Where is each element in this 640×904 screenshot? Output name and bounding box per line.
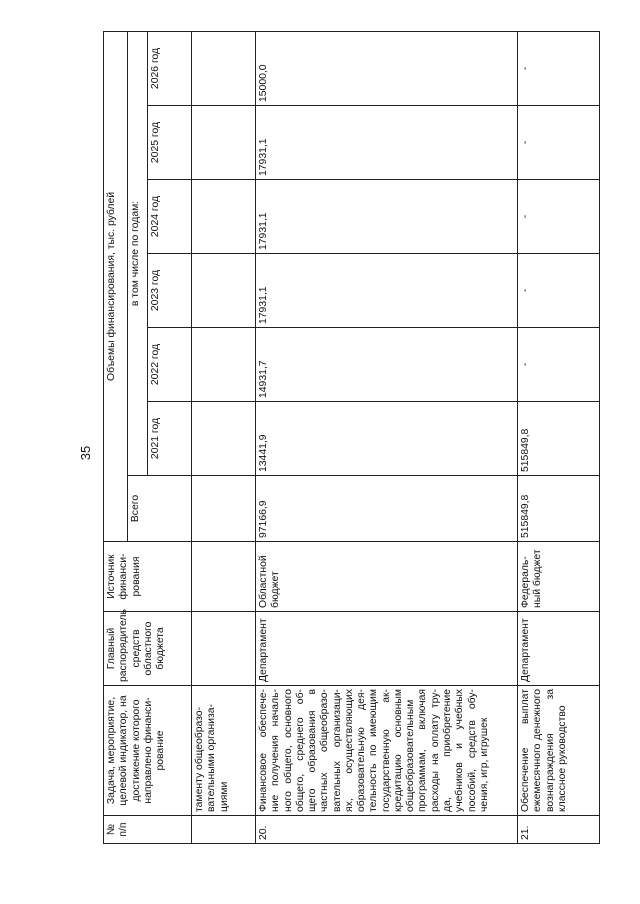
header-funding-title: Объемы финансирования, тыс. рублей (104, 31, 128, 541)
cell-total (192, 476, 256, 542)
header-num: № п/п (104, 816, 192, 844)
table-row (192, 31, 256, 843)
cell-year-value: 17931,1 (256, 106, 518, 180)
cell-year-value: - (518, 328, 600, 402)
header-task: Задача, мероприятие, целевой индикатор, на достижение которого направлено финанси-рование (104, 686, 192, 816)
cell-task: таменту общеобразо-вательными организа-циями (192, 686, 256, 816)
cell-year-value (192, 328, 256, 402)
cell-task: Финансовое обеспече-ние получения началь-ного общего, основного общего, среднего об-щего образования в частных общеобразо-вательных организаци-ях, осуществляющих образовательную дея-тельность по имеющим государственную ак-кредитацию основным общеобразовательным программам, включая расходы на оплату тру-да, приобретение учебников и учебных пособий, средств обу-чения, игр, игрушек (256, 686, 518, 816)
cell-year-value: 515849,8 (518, 402, 600, 476)
cell-year-value: 17931,1 (256, 180, 518, 254)
header-distributor: Главный распорядитель средств областного бюджета (104, 612, 192, 686)
cell-year-value: 15000,0 (256, 31, 518, 105)
header-year: 2021 год (148, 402, 192, 476)
header-year: 2023 год (148, 254, 192, 328)
cell-year-value: - (518, 31, 600, 105)
cell-source: Областной бюджет (256, 542, 518, 612)
cell-distributor: Департамент (256, 612, 518, 686)
cell-source (192, 542, 256, 612)
cell-year-value: - (518, 254, 600, 328)
cell-source: Федераль-ный бюджет (518, 542, 600, 612)
cell-distributor: Департамент (518, 612, 600, 686)
cell-year-value: 17931,1 (256, 254, 518, 328)
cell-year-value (192, 254, 256, 328)
header-year: 2025 год (148, 106, 192, 180)
cell-num (192, 816, 256, 844)
cell-task: Обеспечение выплат ежемесячного денежного вознаграждения за классное руководство (518, 686, 600, 816)
cell-total: 515849,8 (518, 476, 600, 542)
funding-table (103, 31, 600, 844)
header-by-years: в том числе по годам: (128, 31, 148, 475)
table-row (518, 31, 600, 843)
header-year: 2022 год (148, 328, 192, 402)
header-source: Источник финанси-рования (104, 542, 192, 612)
cell-distributor (192, 612, 256, 686)
page-number: 35 (78, 445, 93, 461)
cell-year-value: 14931,7 (256, 328, 518, 402)
table-row (256, 31, 518, 843)
cell-year-value (192, 106, 256, 180)
cell-year-value: - (518, 180, 600, 254)
rotated-table-container (103, 32, 603, 844)
cell-total: 97166,9 (256, 476, 518, 542)
cell-num: 21. (518, 816, 600, 844)
cell-year-value: 13441,9 (256, 402, 518, 476)
cell-year-value (192, 180, 256, 254)
cell-year-value: - (518, 106, 600, 180)
header-year: 2024 год (148, 180, 192, 254)
cell-year-value (192, 402, 256, 476)
header-total: Всего (128, 476, 192, 542)
cell-num: 20. (256, 816, 518, 844)
header-year: 2026 год (148, 31, 192, 105)
cell-year-value (192, 31, 256, 105)
